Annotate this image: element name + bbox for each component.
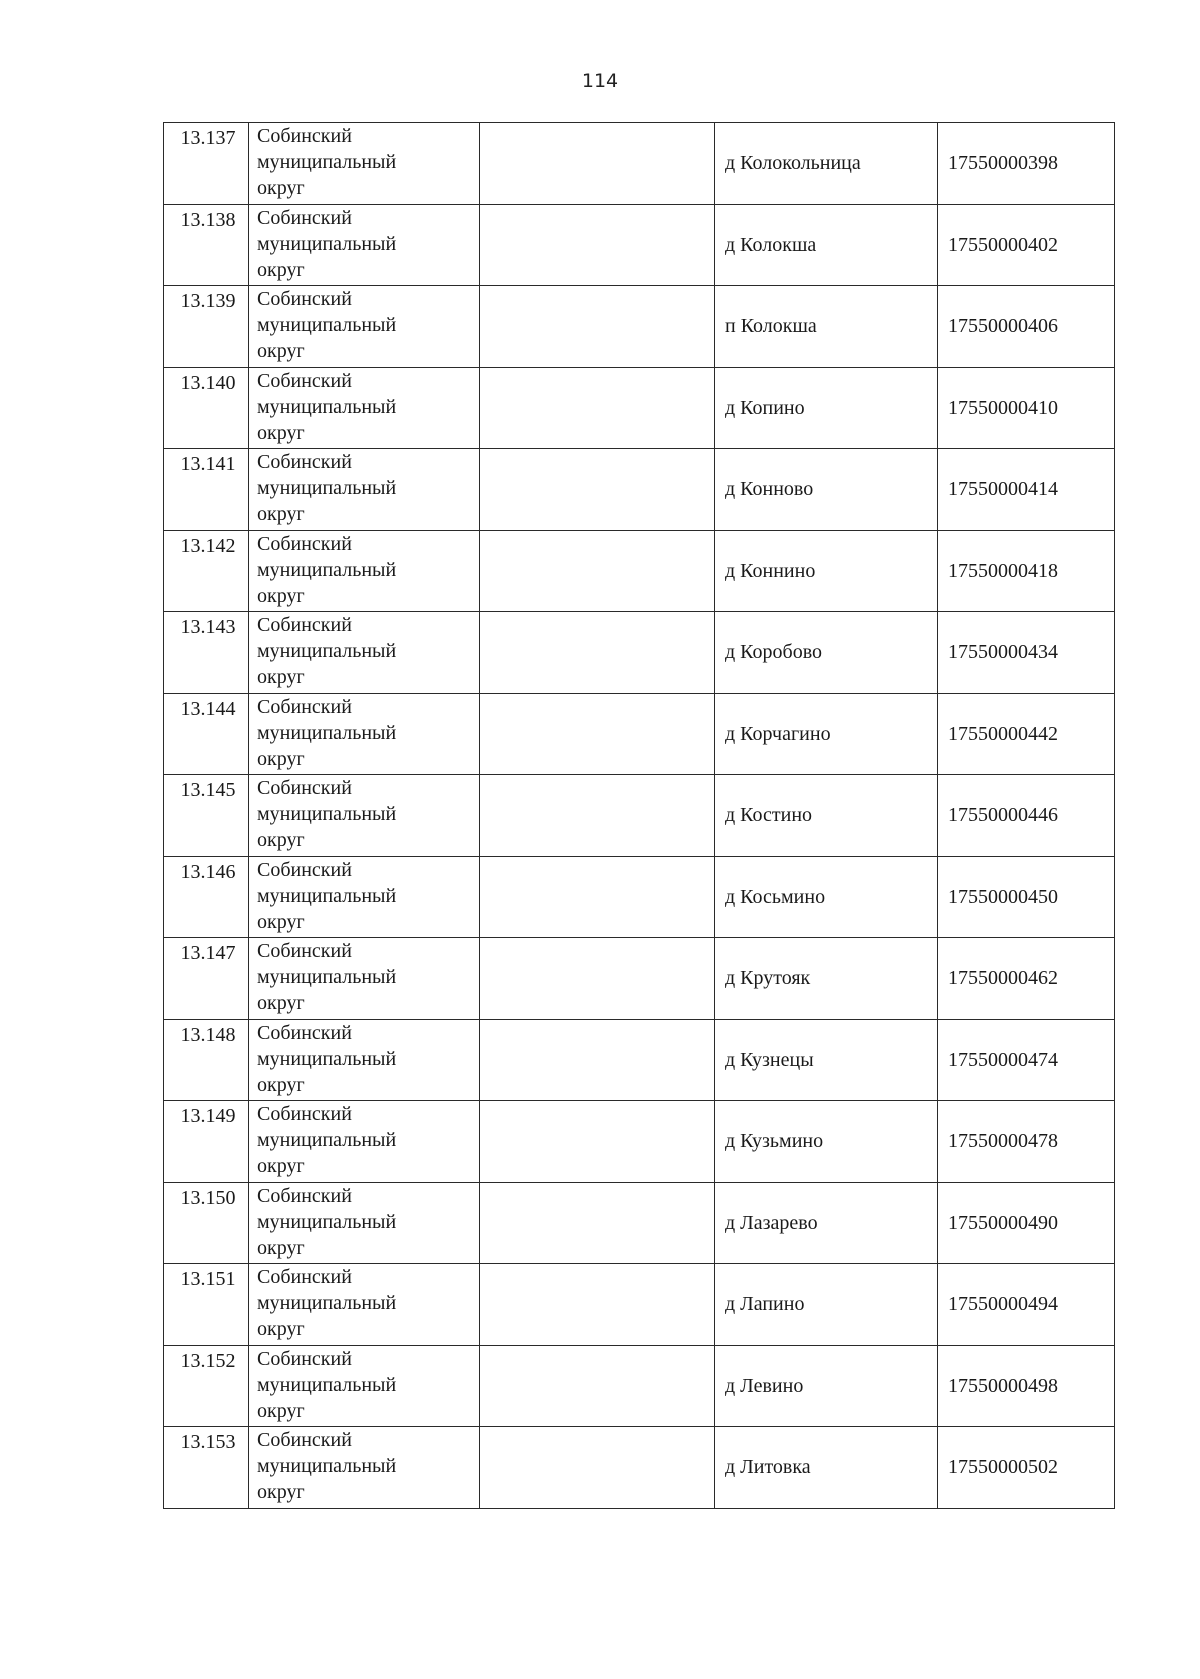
municipality-line: муниципальный [257, 1455, 397, 1477]
table-row [164, 204, 1115, 286]
municipality-line: Собинский [257, 858, 352, 881]
empty-cell [480, 449, 715, 531]
municipality-line: округ [257, 1399, 305, 1422]
municipality-line: Собинский [257, 1347, 352, 1370]
municipality-line: муниципальный [257, 1129, 397, 1151]
municipality-line: муниципальный [257, 314, 397, 336]
empty-cell [480, 1019, 715, 1101]
municipality-line: округ [257, 340, 305, 362]
table-row [164, 1101, 1115, 1183]
municipality-line: округ [257, 1073, 305, 1096]
municipality-line: Собинский [257, 125, 352, 147]
row-number: 13.144 [180, 697, 236, 720]
empty-cell [480, 1101, 715, 1183]
locality-name: д Конново [715, 449, 938, 531]
row-number: 13.146 [180, 860, 236, 883]
oktmo-code: 17550000418 [938, 530, 1115, 612]
municipality-line: округ [257, 666, 305, 688]
municipality-line: муниципальный [257, 151, 397, 173]
oktmo-code: 17550000442 [938, 693, 1115, 775]
municipality-line: муниципальный [257, 803, 397, 825]
empty-cell [480, 1345, 715, 1427]
table-row [164, 1427, 1115, 1509]
row-number-cell [164, 286, 249, 368]
oktmo-code: 17550000474 [938, 1019, 1115, 1101]
municipality-cell [249, 530, 480, 612]
oktmo-code: 17550000402 [938, 204, 1115, 286]
oktmo-code: 17550000490 [938, 1182, 1115, 1264]
oktmo-code: 17550000494 [938, 1264, 1115, 1346]
row-number: 13.142 [180, 534, 236, 557]
locality-name: д Костино [715, 775, 938, 857]
municipality-line: Собинский [257, 451, 352, 473]
municipality-cell [249, 775, 480, 857]
row-number: 13.148 [180, 1023, 236, 1046]
municipality-cell [249, 693, 480, 775]
table-row [164, 123, 1115, 205]
empty-cell [480, 367, 715, 449]
locality-name: д Колокша [715, 204, 938, 286]
row-number-cell [164, 1182, 249, 1264]
table-row [164, 530, 1115, 612]
oktmo-code: 17550000410 [938, 367, 1115, 449]
municipality-cell [249, 204, 480, 286]
municipality-line: Собинский [257, 1103, 352, 1125]
municipality-line: Собинский [257, 369, 352, 392]
municipality-line: округ [257, 1155, 305, 1177]
municipality-line: Собинский [257, 288, 352, 310]
row-number: 13.140 [180, 371, 236, 394]
municipality-line: муниципальный [257, 232, 397, 255]
row-number-cell [164, 204, 249, 286]
oktmo-code: 17550000450 [938, 856, 1115, 938]
municipality-line: округ [257, 1481, 305, 1503]
municipality-line: муниципальный [257, 1373, 397, 1396]
table-row [164, 1019, 1115, 1101]
municipality-line: округ [257, 910, 305, 933]
oktmo-code: 17550000498 [938, 1345, 1115, 1427]
locality-name: д Лапино [715, 1264, 938, 1346]
municipality-line: Собинский [257, 206, 352, 229]
locality-name: д Колокольница [715, 123, 938, 205]
municipality-line: Собинский [257, 940, 352, 962]
municipality-line: округ [257, 747, 305, 770]
oktmo-code: 17550000414 [938, 449, 1115, 531]
empty-cell [480, 856, 715, 938]
row-number-cell [164, 1427, 249, 1509]
municipality-line: Собинский [257, 1184, 352, 1207]
municipality-line: Собинский [257, 1021, 352, 1044]
municipality-line: муниципальный [257, 721, 397, 744]
empty-cell [480, 693, 715, 775]
row-number-cell [164, 1019, 249, 1101]
empty-cell [480, 1182, 715, 1264]
empty-cell [480, 775, 715, 857]
municipality-line: муниципальный [257, 640, 397, 662]
municipality-line: Собинский [257, 1429, 352, 1451]
municipality-line: округ [257, 1318, 305, 1340]
table-row [164, 286, 1115, 368]
table-row [164, 367, 1115, 449]
table-row [164, 612, 1115, 694]
row-number: 13.139 [180, 290, 236, 312]
municipality-line: округ [257, 258, 305, 281]
oktmo-code: 17550000478 [938, 1101, 1115, 1183]
table-row [164, 1182, 1115, 1264]
municipality-line: муниципальный [257, 1292, 397, 1314]
row-number-cell [164, 612, 249, 694]
row-number: 13.153 [180, 1431, 236, 1453]
row-number: 13.149 [180, 1105, 236, 1127]
table-row [164, 1264, 1115, 1346]
oktmo-code: 17550000406 [938, 286, 1115, 368]
table-row [164, 1345, 1115, 1427]
row-number-cell [164, 449, 249, 531]
table-row [164, 938, 1115, 1020]
oktmo-code: 17550000446 [938, 775, 1115, 857]
locality-name: д Левино [715, 1345, 938, 1427]
municipality-cell [249, 1182, 480, 1264]
row-number-cell [164, 1345, 249, 1427]
municipality-line: муниципальный [257, 395, 397, 418]
municipality-cell [249, 367, 480, 449]
table-row [164, 775, 1115, 857]
row-number: 13.147 [180, 942, 236, 964]
row-number-cell [164, 938, 249, 1020]
municipality-cell [249, 1345, 480, 1427]
locality-name: д Кузнецы [715, 1019, 938, 1101]
locality-name: д Коннино [715, 530, 938, 612]
municipality-cell [249, 1427, 480, 1509]
municipality-cell [249, 1264, 480, 1346]
empty-cell [480, 204, 715, 286]
municipality-cell [249, 612, 480, 694]
municipality-cell [249, 286, 480, 368]
empty-cell [480, 1264, 715, 1346]
locality-name: д Кузьмино [715, 1101, 938, 1183]
locality-name: д Лазарево [715, 1182, 938, 1264]
municipality-cell [249, 1019, 480, 1101]
row-number-cell [164, 530, 249, 612]
empty-cell [480, 1427, 715, 1509]
municipality-line: Собинский [257, 532, 352, 555]
locality-name: д Коробово [715, 612, 938, 694]
row-number: 13.151 [180, 1268, 236, 1290]
oktmo-code: 17550000398 [938, 123, 1115, 205]
empty-cell [480, 612, 715, 694]
municipality-line: округ [257, 992, 305, 1014]
row-number: 13.137 [180, 127, 236, 149]
row-number: 13.152 [180, 1349, 236, 1372]
row-number: 13.145 [180, 779, 236, 801]
municipality-line: муниципальный [257, 884, 397, 907]
municipality-line: округ [257, 829, 305, 851]
municipality-line: муниципальный [257, 966, 397, 988]
locality-name: д Косьмино [715, 856, 938, 938]
table-row [164, 449, 1115, 531]
oktmo-code: 17550000434 [938, 612, 1115, 694]
row-number: 13.143 [180, 616, 236, 638]
municipality-cell [249, 1101, 480, 1183]
municipality-line: Собинский [257, 695, 352, 718]
municipality-cell [249, 856, 480, 938]
municipality-line: Собинский [257, 614, 352, 636]
locality-name: д Литовка [715, 1427, 938, 1509]
row-number-cell [164, 1101, 249, 1183]
municipality-line: округ [257, 584, 305, 607]
locality-name: д Крутояк [715, 938, 938, 1020]
municipality-cell [249, 938, 480, 1020]
municipality-line: муниципальный [257, 558, 397, 581]
municipality-cell [249, 123, 480, 205]
municipality-line: округ [257, 177, 305, 199]
municipality-cell [249, 449, 480, 531]
row-number-cell [164, 693, 249, 775]
row-number-cell [164, 367, 249, 449]
municipality-line: Собинский [257, 1266, 352, 1288]
empty-cell [480, 123, 715, 205]
row-number: 13.141 [180, 453, 236, 475]
table-row [164, 856, 1115, 938]
municipality-line: округ [257, 421, 305, 444]
table-row [164, 693, 1115, 775]
oktmo-code: 17550000462 [938, 938, 1115, 1020]
empty-cell [480, 530, 715, 612]
table-body [164, 123, 1115, 1509]
municipality-line: округ [257, 503, 305, 525]
municipality-line: округ [257, 1236, 305, 1259]
page-number: 114 [581, 70, 619, 92]
municipality-line: муниципальный [257, 477, 397, 499]
municipality-line: муниципальный [257, 1047, 397, 1070]
empty-cell [480, 938, 715, 1020]
locality-name: п Колокша [715, 286, 938, 368]
row-number: 13.150 [180, 1186, 236, 1209]
row-number: 13.138 [180, 208, 236, 231]
municipality-line: Собинский [257, 777, 352, 799]
settlements-table [163, 122, 1115, 1509]
locality-name: д Копино [715, 367, 938, 449]
row-number-cell [164, 123, 249, 205]
row-number-cell [164, 856, 249, 938]
row-number-cell [164, 775, 249, 857]
row-number-cell [164, 1264, 249, 1346]
empty-cell [480, 286, 715, 368]
oktmo-code: 17550000502 [938, 1427, 1115, 1509]
municipality-line: муниципальный [257, 1210, 397, 1233]
locality-name: д Корчагино [715, 693, 938, 775]
